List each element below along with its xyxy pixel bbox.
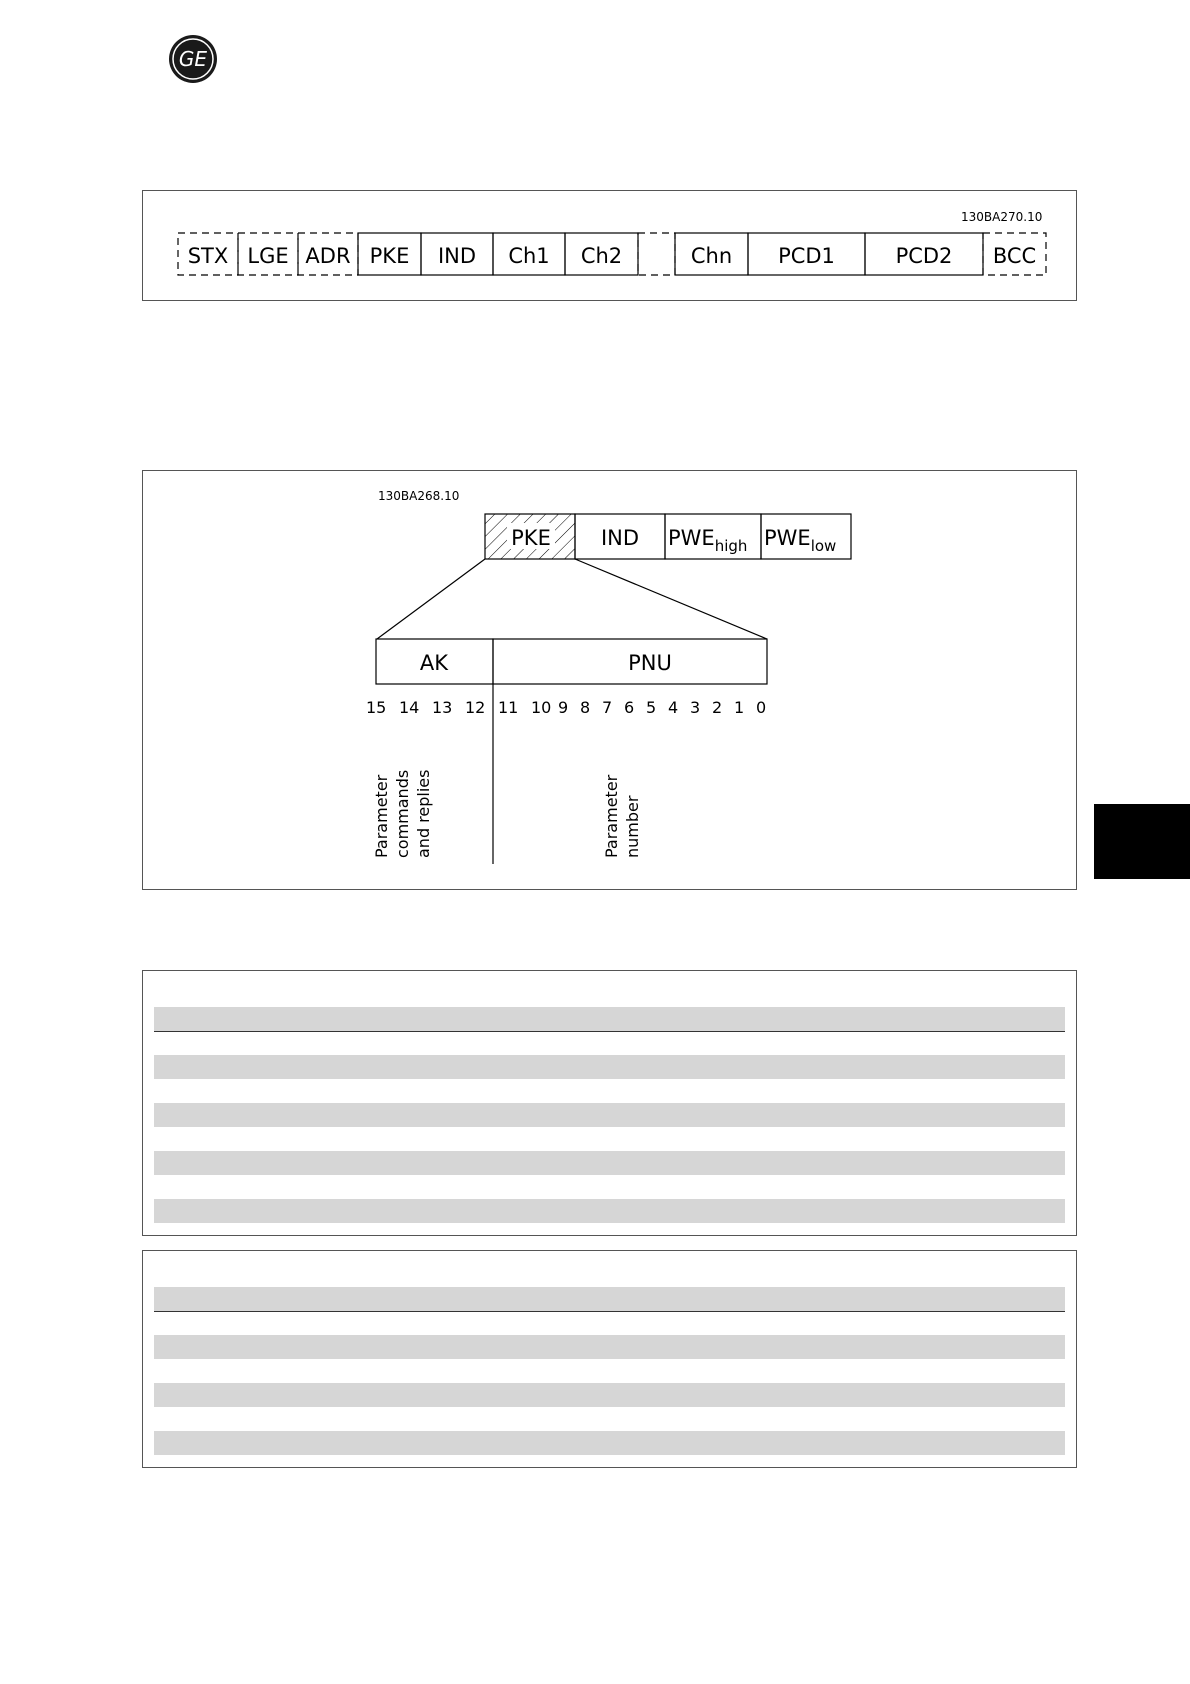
- parameter-table-1: [142, 970, 1077, 1236]
- pwe-low-label: PWE: [764, 526, 811, 550]
- bit-number: 11: [498, 698, 519, 717]
- telegram-field-label: BCC: [992, 244, 1037, 268]
- table-row: [154, 1199, 1065, 1223]
- table-row: [154, 1151, 1065, 1175]
- logo-text: GE: [178, 47, 208, 71]
- chapter-side-tab: [1094, 804, 1190, 879]
- svg-text:Parameter number: [602, 770, 642, 858]
- telegram-field-label: ADR: [305, 244, 351, 268]
- table-row: [154, 1055, 1065, 1079]
- telegram-field-label: Chn: [690, 244, 733, 268]
- telegram-field-label: Ch1: [508, 244, 550, 268]
- pke-structure-diagram: [143, 471, 1078, 891]
- pwe-high-sub: high: [714, 537, 748, 555]
- telegram-ref-code: 130BA270.10: [961, 210, 1043, 224]
- pke-field-label: PKE: [511, 526, 551, 550]
- ak-desc-line3: and replies: [414, 769, 433, 858]
- pwe-high-label: PWE: [668, 526, 715, 550]
- table-row: [154, 1335, 1065, 1359]
- telegram-field-label: PCD1: [778, 244, 835, 268]
- bit-number: 3: [690, 698, 701, 717]
- telegram-field-label: PKE: [369, 244, 410, 268]
- bit-number: 10: [531, 698, 552, 717]
- pke-structure-figure: [142, 470, 1077, 890]
- svg-text:PWEhigh: [668, 526, 747, 555]
- bit-number: 1: [734, 698, 745, 717]
- bit-number: 14: [399, 698, 420, 717]
- ind-field-label: IND: [600, 526, 640, 550]
- table-header-row: [154, 1007, 1065, 1031]
- pwe-low-sub: low: [810, 537, 837, 555]
- table-header-rule: [154, 1311, 1065, 1312]
- bit-number: 7: [602, 698, 613, 717]
- ak-desc-line2: commands: [393, 769, 412, 858]
- table-row: [154, 1103, 1065, 1127]
- telegram-structure-figure: [142, 190, 1077, 301]
- bit-number: 5: [646, 698, 657, 717]
- bit-number: 4: [668, 698, 679, 717]
- bit-number: 0: [756, 698, 767, 717]
- pnu-desc-line2: number: [623, 795, 642, 858]
- bit-number: 15: [366, 698, 387, 717]
- telegram-field-label: LGE: [247, 244, 289, 268]
- parameter-table-2: [142, 1250, 1077, 1468]
- telegram-field-label: PCD2: [895, 244, 953, 268]
- telegram-structure-diagram: [143, 191, 1078, 302]
- bit-number: 9: [558, 698, 569, 717]
- bit-number: 2: [712, 698, 723, 717]
- bit-number: 8: [580, 698, 591, 717]
- table-row: [154, 1383, 1065, 1407]
- ak-desc-line1: Parameter: [372, 774, 391, 858]
- bit-number: 12: [465, 698, 486, 717]
- table-row: [154, 1431, 1065, 1455]
- pnu-label: PNU: [628, 651, 672, 675]
- table-header-row: [154, 1287, 1065, 1311]
- telegram-field-label: Ch2: [580, 244, 623, 268]
- telegram-field-box: [638, 233, 675, 275]
- table-header-rule: [154, 1031, 1065, 1032]
- pke-ref-code: 130BA268.10: [378, 489, 460, 503]
- ge-logo-icon: [168, 34, 218, 84]
- svg-text:Parameter commands: [372, 765, 433, 858]
- telegram-field-label: IND: [437, 244, 477, 268]
- svg-text:PWElow: [764, 526, 836, 555]
- telegram-field-label: STX: [187, 244, 229, 268]
- bit-number: 13: [432, 698, 453, 717]
- ak-label: AK: [419, 651, 449, 675]
- bit-number: 6: [624, 698, 635, 717]
- pnu-desc-line1: Parameter: [602, 774, 621, 858]
